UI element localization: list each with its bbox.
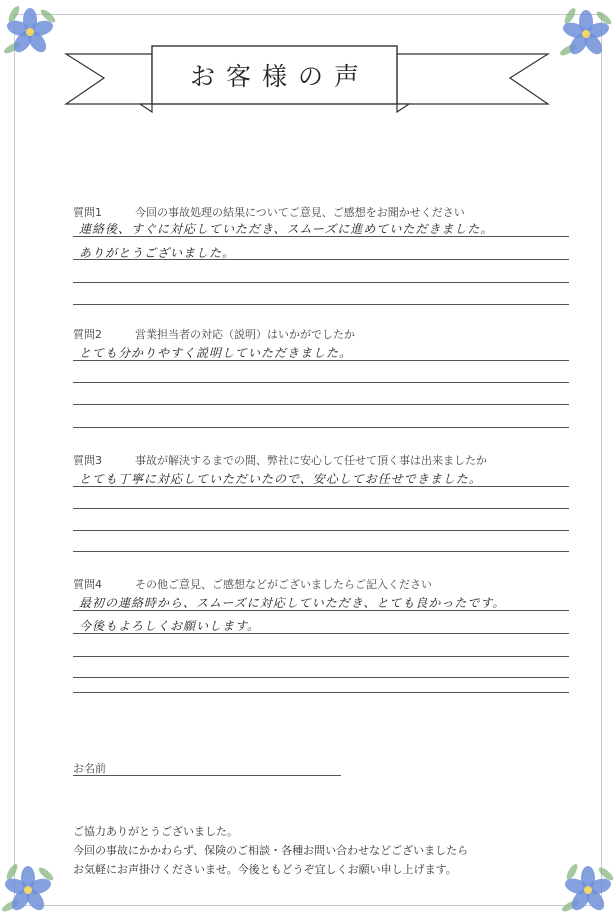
answer-rule bbox=[73, 382, 569, 383]
answer-rule bbox=[73, 677, 569, 678]
answer-rule bbox=[73, 508, 569, 509]
answer-rule bbox=[73, 692, 569, 693]
page-title: お客様の声 bbox=[189, 62, 370, 91]
closing-line: ご協力ありがとうございました。 bbox=[73, 825, 238, 838]
answer-rule bbox=[73, 551, 569, 552]
answer-rule bbox=[73, 259, 569, 260]
answer-rule bbox=[73, 656, 569, 657]
question-number: 質問4 bbox=[73, 578, 102, 591]
question-number: 質問3 bbox=[73, 454, 102, 467]
question-text: 今回の事故処理の結果についてご意見、ご感想をお聞かせください bbox=[135, 206, 465, 219]
answer-rule bbox=[73, 282, 569, 283]
answer-line: 連絡後、すぐに対応していただき、スムーズに進めていただきました。 bbox=[79, 222, 494, 236]
question-label bbox=[73, 452, 487, 468]
closing-line: お気軽にお声掛けくださいませ。今後ともどうぞ宜しくお願い申し上げます。 bbox=[73, 863, 457, 876]
answer-rule bbox=[73, 610, 569, 611]
answer-rule bbox=[73, 404, 569, 405]
question-label bbox=[73, 326, 355, 342]
flower-icon bbox=[0, 862, 56, 918]
answer-rule bbox=[73, 427, 569, 428]
question-text: 事故が解決するまでの間、弊社に安心して任せて頂く事は出来ましたか bbox=[135, 454, 487, 467]
title-banner bbox=[0, 0, 616, 120]
question-text: その他ご意見、ご感想などがございましたらご記入ください bbox=[135, 578, 432, 591]
answer-rule bbox=[73, 304, 569, 305]
answer-line: とても分かりやすく説明していただきました。 bbox=[79, 346, 353, 360]
answer-rule bbox=[73, 486, 569, 487]
answer-rule bbox=[73, 236, 569, 237]
answer-line: 最初の連絡時から、スムーズに対応していただき、とても良かったです。 bbox=[79, 596, 506, 610]
answer-rule bbox=[73, 530, 569, 531]
answer-line: 今後もよろしくお願いします。 bbox=[79, 619, 261, 633]
closing-message bbox=[73, 822, 543, 879]
question-number: 質問2 bbox=[73, 328, 102, 341]
answer-rule bbox=[73, 360, 569, 361]
question-label bbox=[73, 204, 465, 220]
closing-line: 今回の事故にかかわらず、保険のご相談・各種お問い合わせなどございましたら bbox=[73, 844, 469, 857]
answer-line: とても丁寧に対応していただいたので、安心してお任せできました。 bbox=[79, 472, 482, 486]
name-rule bbox=[73, 775, 341, 776]
question-number: 質問1 bbox=[73, 206, 102, 219]
answer-line: ありがとうございました。 bbox=[79, 246, 236, 260]
answer-rule bbox=[73, 633, 569, 634]
flower-icon bbox=[560, 862, 616, 918]
question-text: 営業担当者の対応（説明）はいかがでしたか bbox=[135, 328, 355, 341]
name-label: お名前 bbox=[73, 762, 106, 775]
question-label bbox=[73, 576, 432, 592]
